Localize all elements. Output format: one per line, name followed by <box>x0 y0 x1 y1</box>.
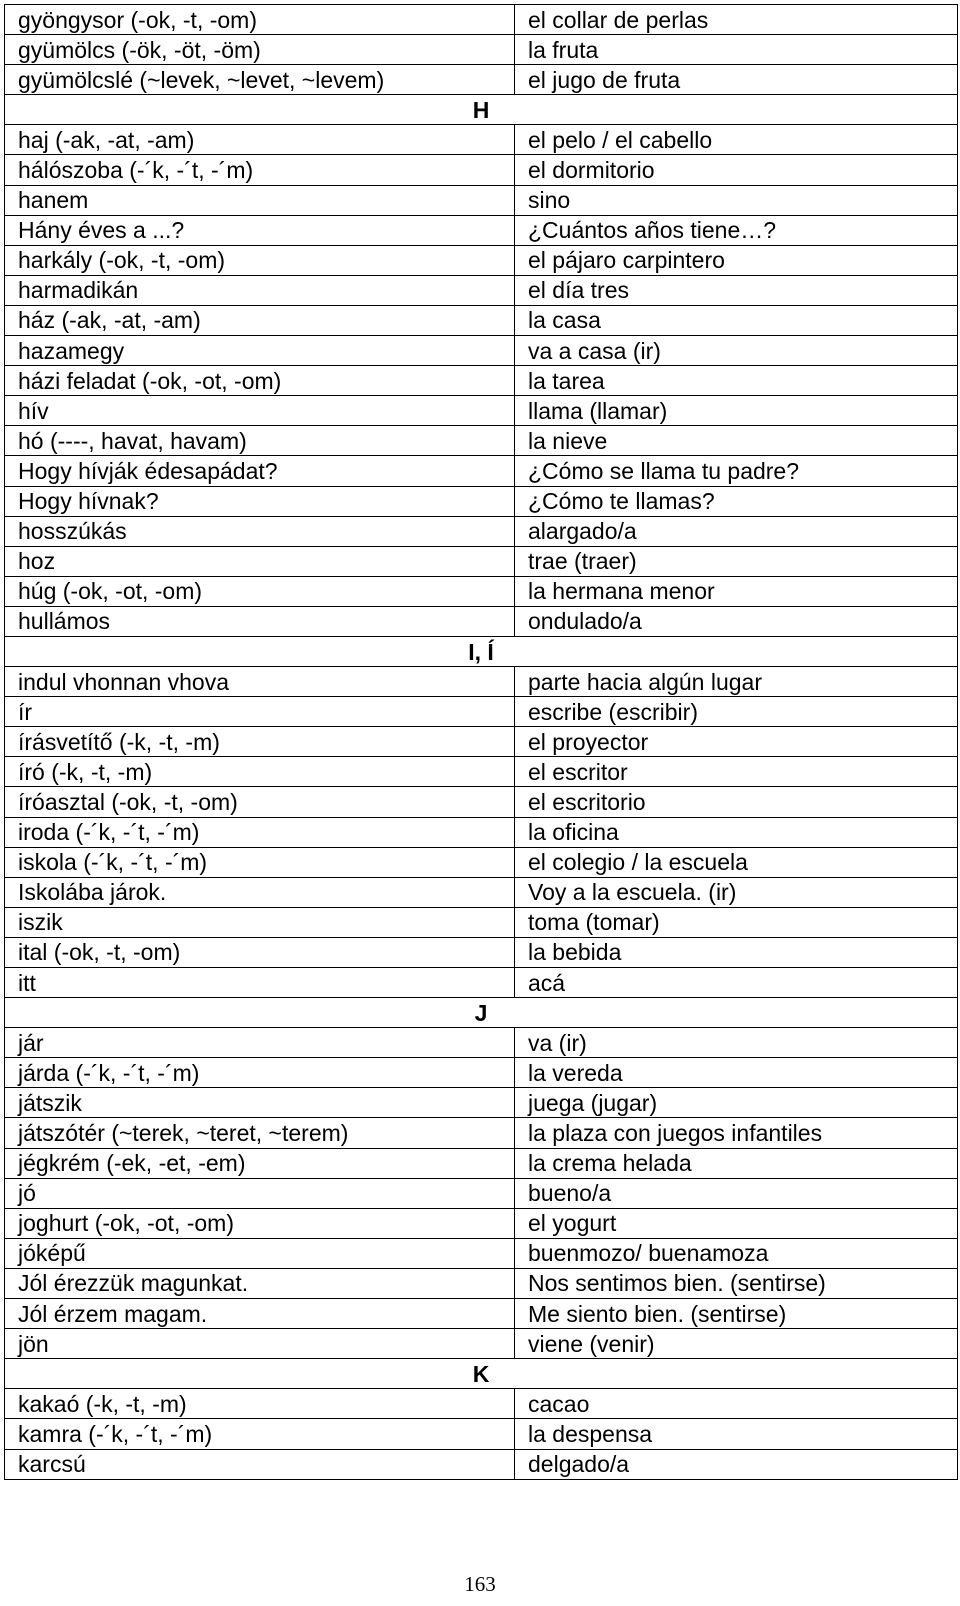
hungarian-term: íróasztal (-ok, -t, -om) <box>5 787 515 817</box>
spanish-translation: juega (jugar) <box>515 1088 958 1118</box>
hungarian-term: jóképű <box>5 1238 515 1268</box>
hungarian-term: joghurt (-ok, -ot, -om) <box>5 1208 515 1238</box>
hungarian-term: hosszúkás <box>5 516 515 546</box>
section-letter-heading: I, Í <box>5 636 958 666</box>
hungarian-term: Iskolába járok. <box>5 877 515 907</box>
vocabulary-entry-row <box>5 1329 958 1359</box>
spanish-translation: el pájaro carpintero <box>515 245 958 275</box>
vocabulary-entry-row <box>5 1449 958 1479</box>
hungarian-term: írásvetítő (-k, -t, -m) <box>5 727 515 757</box>
spanish-translation: va (ir) <box>515 1028 958 1058</box>
vocabulary-entry-row <box>5 35 958 65</box>
section-letter-heading: J <box>5 998 958 1028</box>
spanish-translation: ¿Cuántos años tiene…? <box>515 215 958 245</box>
spanish-translation: la casa <box>515 305 958 335</box>
spanish-translation: la despensa <box>515 1419 958 1449</box>
hungarian-term: kamra (-´k, -´t, -´m) <box>5 1419 515 1449</box>
vocabulary-entry-row <box>5 366 958 396</box>
vocabulary-entry-row <box>5 817 958 847</box>
hungarian-term: harkály (-ok, -t, -om) <box>5 245 515 275</box>
vocabulary-entry-row <box>5 185 958 215</box>
hungarian-term: hálószoba (-´k, -´t, -´m) <box>5 155 515 185</box>
spanish-translation: buenmozo/ buenamoza <box>515 1238 958 1268</box>
hungarian-term: húg (-ok, -ot, -om) <box>5 576 515 606</box>
vocabulary-entry-row <box>5 787 958 817</box>
vocabulary-entry-row <box>5 245 958 275</box>
hungarian-term: Hogy hívnak? <box>5 486 515 516</box>
spanish-translation: el escritorio <box>515 787 958 817</box>
spanish-translation: Me siento bien. (sentirse) <box>515 1299 958 1329</box>
vocabulary-entry-row <box>5 847 958 877</box>
spanish-translation: el collar de perlas <box>515 5 958 35</box>
hungarian-term: gyümölcslé (~levek, ~levet, ~levem) <box>5 65 515 95</box>
hungarian-term: hullámos <box>5 606 515 636</box>
vocabulary-table-body <box>5 5 958 1480</box>
hungarian-term: házi feladat (-ok, -ot, -om) <box>5 366 515 396</box>
letter-section-row <box>5 998 958 1028</box>
vocabulary-entry-row <box>5 5 958 35</box>
hungarian-term: Jól érezzük magunkat. <box>5 1268 515 1298</box>
spanish-translation: cacao <box>515 1389 958 1419</box>
hungarian-term: haj (-ak, -at, -am) <box>5 125 515 155</box>
hungarian-term: karcsú <box>5 1449 515 1479</box>
hungarian-term: ital (-ok, -t, -om) <box>5 937 515 967</box>
vocabulary-entry-row <box>5 877 958 907</box>
spanish-translation: acá <box>515 968 958 998</box>
hungarian-term: Jól érzem magam. <box>5 1299 515 1329</box>
vocabulary-entry-row <box>5 1268 958 1298</box>
spanish-translation: el yogurt <box>515 1208 958 1238</box>
vocabulary-entry-row <box>5 1088 958 1118</box>
letter-section-row <box>5 1359 958 1389</box>
vocabulary-entry-row <box>5 516 958 546</box>
hungarian-term: gyümölcs (-ök, -öt, -öm) <box>5 35 515 65</box>
vocabulary-entry-row <box>5 606 958 636</box>
vocabulary-entry-row <box>5 336 958 366</box>
vocabulary-entry-row <box>5 125 958 155</box>
vocabulary-entry-row <box>5 275 958 305</box>
spanish-translation: la fruta <box>515 35 958 65</box>
spanish-translation: el dormitorio <box>515 155 958 185</box>
vocabulary-entry-row <box>5 1178 958 1208</box>
hungarian-term: harmadikán <box>5 275 515 305</box>
vocabulary-entry-row <box>5 396 958 426</box>
vocabulary-entry-row <box>5 1389 958 1419</box>
section-letter-heading: K <box>5 1359 958 1389</box>
hungarian-term: iskola (-´k, -´t, -´m) <box>5 847 515 877</box>
spanish-translation: Nos sentimos bien. (sentirse) <box>515 1268 958 1298</box>
spanish-translation: el jugo de fruta <box>515 65 958 95</box>
spanish-translation: la bebida <box>515 937 958 967</box>
spanish-translation: la nieve <box>515 426 958 456</box>
vocabulary-entry-row <box>5 1208 958 1238</box>
hungarian-term: jó <box>5 1178 515 1208</box>
hungarian-term: hó (----, havat, havam) <box>5 426 515 456</box>
hungarian-term: hív <box>5 396 515 426</box>
spanish-translation: toma (tomar) <box>515 907 958 937</box>
vocabulary-table <box>4 4 958 1480</box>
spanish-translation: sino <box>515 185 958 215</box>
spanish-translation: llama (llamar) <box>515 396 958 426</box>
hungarian-term: jár <box>5 1028 515 1058</box>
spanish-translation: parte hacia algún lugar <box>515 667 958 697</box>
vocabulary-entry-row <box>5 65 958 95</box>
letter-section-row <box>5 636 958 666</box>
spanish-translation: Voy a la escuela. (ir) <box>515 877 958 907</box>
vocabulary-entry-row <box>5 155 958 185</box>
vocabulary-entry-row <box>5 757 958 787</box>
vocabulary-entry-row <box>5 1028 958 1058</box>
vocabulary-entry-row <box>5 305 958 335</box>
hungarian-term: Hány éves a ...? <box>5 215 515 245</box>
spanish-translation: la crema helada <box>515 1148 958 1178</box>
hungarian-term: hanem <box>5 185 515 215</box>
letter-section-row <box>5 95 958 125</box>
spanish-translation: escribe (escribir) <box>515 697 958 727</box>
vocabulary-entry-row <box>5 486 958 516</box>
page-number: 163 <box>464 1572 496 1596</box>
vocabulary-entry-row <box>5 1058 958 1088</box>
vocabulary-entry-row <box>5 907 958 937</box>
vocabulary-entry-row <box>5 1419 958 1449</box>
hungarian-term: ír <box>5 697 515 727</box>
hungarian-term: ház (-ak, -at, -am) <box>5 305 515 335</box>
hungarian-term: író (-k, -t, -m) <box>5 757 515 787</box>
vocabulary-entry-row <box>5 546 958 576</box>
hungarian-term: indul vhonnan vhova <box>5 667 515 697</box>
section-letter-heading: H <box>5 95 958 125</box>
spanish-translation: ¿Cómo se llama tu padre? <box>515 456 958 486</box>
hungarian-term: hazamegy <box>5 336 515 366</box>
vocabulary-entry-row <box>5 968 958 998</box>
spanish-translation: bueno/a <box>515 1178 958 1208</box>
spanish-translation: trae (traer) <box>515 546 958 576</box>
hungarian-term: játszótér (~terek, ~teret, ~terem) <box>5 1118 515 1148</box>
spanish-translation: va a casa (ir) <box>515 336 958 366</box>
spanish-translation: la oficina <box>515 817 958 847</box>
vocabulary-entry-row <box>5 697 958 727</box>
vocabulary-entry-row <box>5 1299 958 1329</box>
hungarian-term: iszik <box>5 907 515 937</box>
spanish-translation: el proyector <box>515 727 958 757</box>
vocabulary-entry-row <box>5 576 958 606</box>
vocabulary-entry-row <box>5 937 958 967</box>
hungarian-term: Hogy hívják édesapádat? <box>5 456 515 486</box>
spanish-translation: delgado/a <box>515 1449 958 1479</box>
spanish-translation: viene (venir) <box>515 1329 958 1359</box>
spanish-translation: la tarea <box>515 366 958 396</box>
spanish-translation: la hermana menor <box>515 576 958 606</box>
hungarian-term: itt <box>5 968 515 998</box>
vocabulary-entry-row <box>5 1238 958 1268</box>
hungarian-term: hoz <box>5 546 515 576</box>
hungarian-term: játszik <box>5 1088 515 1118</box>
vocabulary-entry-row <box>5 426 958 456</box>
vocabulary-entry-row <box>5 667 958 697</box>
hungarian-term: jégkrém (-ek, -et, -em) <box>5 1148 515 1178</box>
hungarian-term: jön <box>5 1329 515 1359</box>
hungarian-term: kakaó (-k, -t, -m) <box>5 1389 515 1419</box>
spanish-translation: ondulado/a <box>515 606 958 636</box>
vocabulary-entry-row <box>5 1118 958 1148</box>
vocabulary-entry-row <box>5 727 958 757</box>
vocabulary-entry-row <box>5 215 958 245</box>
hungarian-term: járda (-´k, -´t, -´m) <box>5 1058 515 1088</box>
spanish-translation: la plaza con juegos infantiles <box>515 1118 958 1148</box>
vocabulary-entry-row <box>5 456 958 486</box>
hungarian-term: iroda (-´k, -´t, -´m) <box>5 817 515 847</box>
hungarian-term: gyöngysor (-ok, -t, -om) <box>5 5 515 35</box>
spanish-translation: el escritor <box>515 757 958 787</box>
spanish-translation: el pelo / el cabello <box>515 125 958 155</box>
vocabulary-entry-row <box>5 1148 958 1178</box>
spanish-translation: ¿Cómo te llamas? <box>515 486 958 516</box>
spanish-translation: el día tres <box>515 275 958 305</box>
spanish-translation: alargado/a <box>515 516 958 546</box>
spanish-translation: el colegio / la escuela <box>515 847 958 877</box>
spanish-translation: la vereda <box>515 1058 958 1088</box>
